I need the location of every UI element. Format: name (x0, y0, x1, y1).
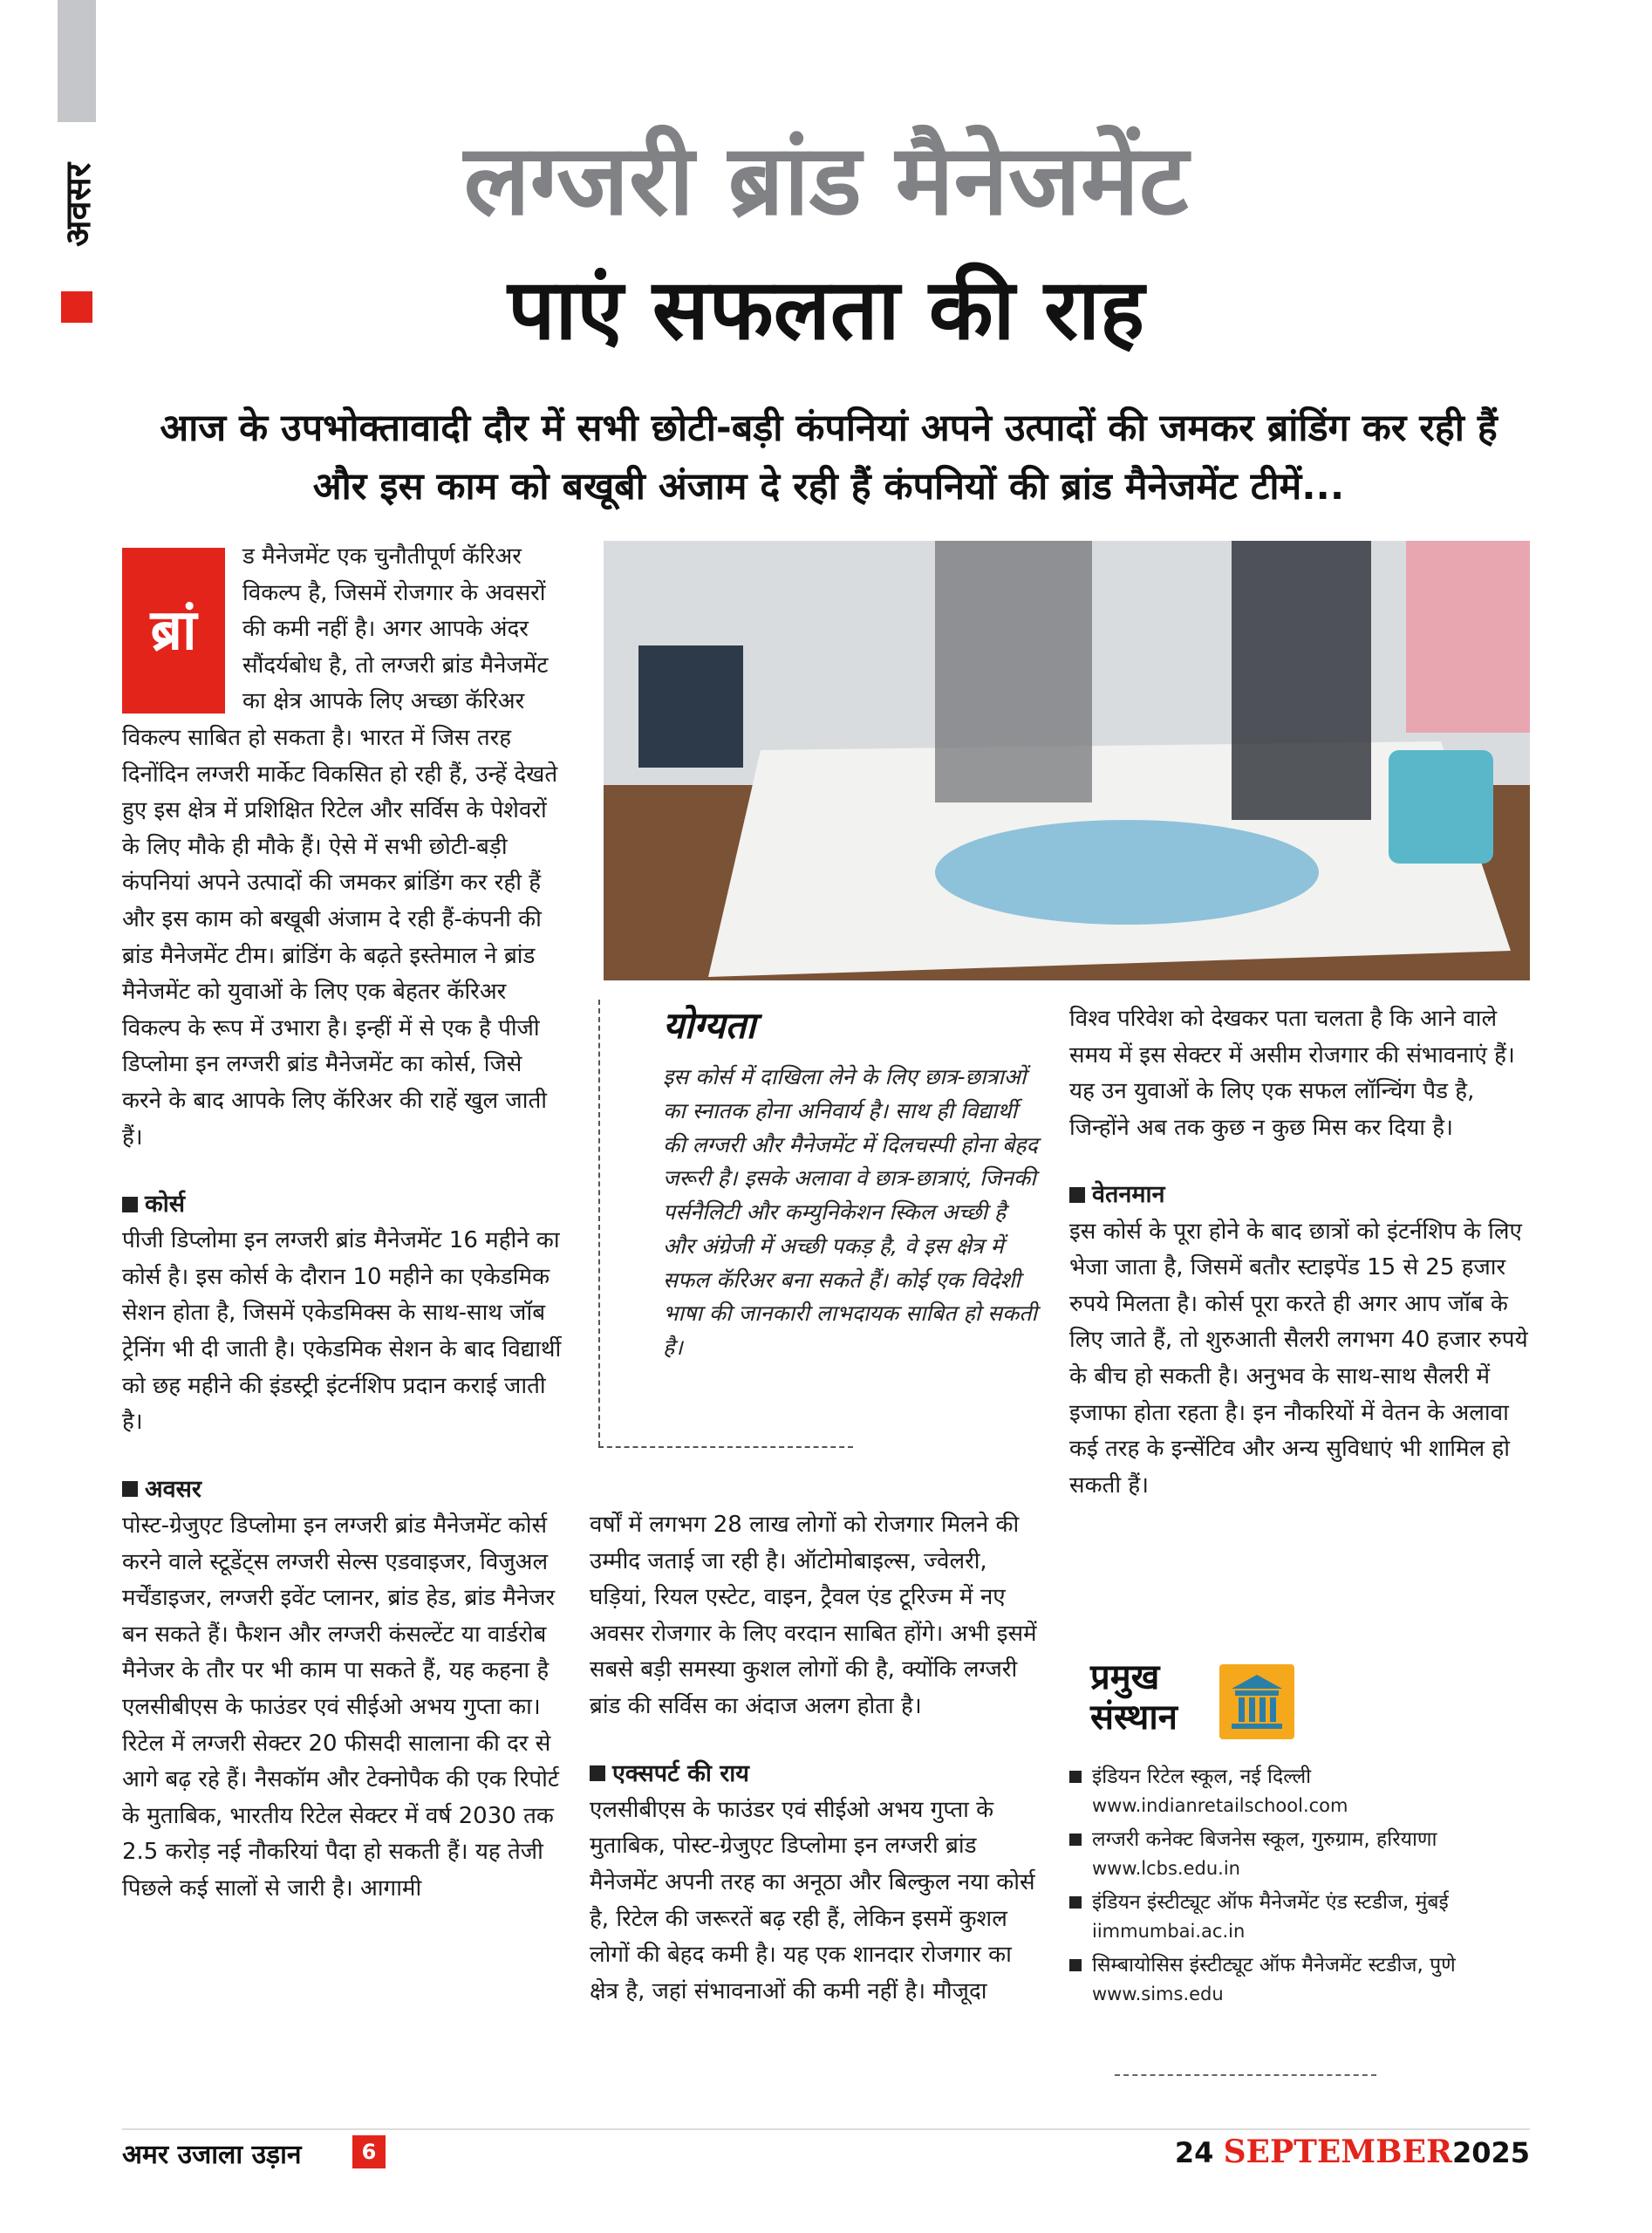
institute-name: इंडियन रिटेल स्कूल, नई दिल्ली (1092, 1765, 1312, 1788)
opportunity-heading-label: अवसर (145, 1475, 201, 1503)
institutes-list (1069, 1762, 1540, 2013)
institute-item (1069, 1888, 1540, 1945)
drop-cap: ब्रां (122, 548, 225, 714)
expert-text: एलसीबीएस के फाउंडर एवं सीईओ अभय गुप्ता के मुताबिक, पोस्ट-ग्रेजुएट डिप्लोमा इन लग्जरी ब्रांड मैनेजमेंट अपनी तरह का अनूठा और बिल्कुल नया कोर्स है, रिटेल की जरूरतें बढ़ रही हैं, लेकिन इसमें कुशल लोगों की बेहद कमी है। यह एक शानदार रोजगार का क्षेत्र है, जहां संभावनाओं की कमी नहीं है। मौजूदा (590, 1796, 1035, 2004)
expert-heading-label: एक्सपर्ट की राय (612, 1759, 749, 1787)
eligibility-text: इस कोर्स में दाखिला लेने के लिए छात्र-छात्राओं का स्नातक होना अनिवार्य है। साथ ही विद्यार्थी की लग्जरी और मैनेजमेंट में दिलचस्पी होना बेहद जरूरी है। इसके अलावा वे छात्र-छात्राएं, जिनकी पर्सनैलिटी और कम्युनिकेशन स्किल अच्छी है और अंग्रेजी में अच्छी पकड़ है, वे इस क्षेत्र में सफल कॅरिअर बना सकते हैं। कोई एक विदेशी भाषा की जानकारी लाभदायक साबित हो सकती है। (663, 1064, 1038, 1360)
institute-url: www.lcbs.edu.in (1092, 1857, 1240, 1879)
institutes-title-line-1: प्रमुख (1090, 1657, 1160, 1697)
expert-continued: विश्व परिवेश को देखकर पता चलता है कि आने वाले समय में इस सेक्टर में असीम रोजगार की संभावनाएं हैं। यह उन युवाओं के लिए एक सफल लॉन्चिंग पैड है, जिन्होंने अब तक कुछ न कुछ मिस कर दिया है। (1069, 1006, 1515, 1141)
opportunity-heading (122, 1471, 562, 1508)
page-number: 6 (352, 2135, 386, 2168)
salary-heading (1069, 1176, 1530, 1213)
bullet-square-icon (1069, 1896, 1082, 1909)
article-photo (604, 541, 1530, 980)
bullet-square-icon (1069, 1834, 1082, 1846)
footer-date (1175, 2134, 1530, 2170)
institutes-title (1090, 1657, 1178, 1738)
salary-text: इस कोर्स के पूरा होने के बाद छात्रों को इंटर्नशिप के लिए भेजा जाता है, जिसमें बतौर स्टाइपेंड 15 से 25 हजार रुपये मिलता है। कोर्स पूरा करते ही अगर आप जॉब के लिए जाते हैं, तो शुरुआती सैलरी लगभग 40 हजार रुपये के बीच हो सकती है। अनुभव के साथ-साथ सैलरी में इजाफा होता रहता है। इन नौकरियों में वेतन के अलावा कई तरह के इन्सेंटिव और अन्य सुविधाएं भी शामिल हो सकती हैं। (1069, 1218, 1528, 1499)
date-day: 24 (1174, 2136, 1214, 2169)
photo-illustration (604, 541, 1530, 980)
intro-text: ड मैनेजमेंट एक चुनौतीपूर्ण कॅरिअर विकल्प है, जिसमें रोजगार के अवसरों की कमी नहीं है। अगर आपके अंदर सौंदर्यबोध है, तो लग्जरी ब्रांड मैनेजमेंट का क्षेत्र आपके लिए अच्छा कॅरिअर विकल्प साबित हो सकता है। भारत में जिस तरह दिनोंदिन लग्जरी मार्केट विकसित हो रही हैं, उन्हें देखते हुए इस क्षेत्र में प्रशिक्षित रिटेल और सर्विस के पेशेवरों के लिए मौके ही मौके हैं। ऐसे में सभी छोटी-बड़ी कंपनियां अपने उत्पादों की जमकर ब्रांडिंग कर रही हैं और इस काम को बखूबी अंजाम दे रही हैं-कंपनी की ब्रांड मैनेजमेंट टीम। ब्रांडिंग के बढ़ते इस्तेमाल ने ब्रांड मैनेजमेंट को युवाओं के लिए एक बेहतर कॅरिअर विकल्प के रूप में उभारा है। इन्हीं में से एक है पीजी डिप्लोमा इन लग्जरी ब्रांड मैनेजमेंट का कोर्स, जिसे करने के बाद आपके लिए कॅरिअर की राहें खुल जाती हैं। (122, 543, 558, 1151)
institute-name: इंडियन इंस्टीट्यूट ऑफ मैनेजमेंट एंड स्टडीज, मुंबई (1092, 1891, 1449, 1914)
section-label: अवसर (58, 162, 99, 248)
expert-heading (590, 1755, 1041, 1793)
date-year: 2025 (1451, 2136, 1530, 2169)
column-1 (122, 539, 562, 1908)
institutes-rule (1115, 2074, 1376, 2076)
bullet-square-icon (590, 1765, 605, 1781)
bullet-square-icon (1069, 1187, 1085, 1203)
institute-item (1069, 1825, 1540, 1882)
footer-rule (122, 2128, 1530, 2130)
bullet-square-icon (122, 1197, 138, 1212)
opportunity-text: पोस्ट-ग्रेजुएट डिप्लोमा इन लग्जरी ब्रांड मैनेजमेंट कोर्स करने वाले स्टूडेंट्स लग्जरी सेल्स एडवाइजर, विजुअल मर्चेंडाइजर, लग्जरी इवेंट प्लानर, ब्रांड हेड, ब्रांड मैनेजर बन सकते हैं। फैशन और लग्जरी कंसल्टेंट या वार्डरोब मैनेजर के तौर पर भी काम पा सकते हैं, यह कहना है एलसीबीएस के फाउंडर एवं सीईओ अभय गुप्ता का। रिटेल में लग्जरी सेक्टर 20 फीसदी सालाना की दर से आगे बढ़ रहे हैं। नैसकॉम और टेक्नोपैक की एक रिपोर्ट के मुताबिक, भारतीय रिटेल सेक्टर में वर्ष 2030 तक 2.5 करोड़ नई नौकरियां पैदा हो सकती हैं। यह तेजी पिछले कई सालों से जारी है। आगामी (122, 1513, 559, 1902)
headline-line-1: लग्जरी ब्रांड मैनेजमेंट (463, 124, 1189, 237)
headline-line-2: पाएं सफलता की राह (507, 261, 1145, 359)
side-bar (58, 0, 96, 122)
eligibility-heading: योग्यता (663, 1004, 756, 1047)
bullet-square-icon (1069, 1771, 1082, 1783)
institute-item (1069, 1950, 1540, 2008)
course-heading-label: कोर्स (145, 1191, 185, 1219)
course-text: पीजी डिप्लोमा इन लग्जरी ब्रांड मैनेजमेंट 16 महीने का कोर्स है। इस कोर्स के दौरान 10 महीने का एकेडमिक सेशन होता है, जिसमें एकेडमिक्स के साथ-साथ जॉब ट्रेनिंग भी दी जाती है। एकेडमिक सेशन के बाद विद्यार्थी को छह महीने की इंडस्ट्री इंटर्नशिप प्रदान कराई जाती है। (122, 1227, 562, 1436)
institute-url: www.sims.edu (1092, 1983, 1224, 2004)
institute-name: लग्जरी कनेक्ट बिजनेस स्कूल, गुरुग्राम, हरियाणा (1092, 1828, 1437, 1851)
salary-heading-label: वेतनमान (1092, 1181, 1165, 1209)
column-2 (590, 1507, 1041, 2010)
opportunity-continued: वर्षों में लगभग 28 लाख लोगों को रोजगार मिलने की उम्मीद जताई जा रही है। ऑटोमोबाइल्स, ज्वेलरी, घड़ियां, रियल एस्टेट, वाइन, ट्रैवल एंड टूरिज्म में नए अवसर रोजगार के लिए वरदान साबित होंगे। अभी इसमें सबसे बड़ी समस्या कुशल लोगों की है, क्योंकि लग्जरी ब्रांड की सर्विस का अंदाज अलग होता है। (590, 1512, 1037, 1719)
institution-building-icon (1219, 1664, 1294, 1739)
institute-name: सिम्बायोसिस इंस्टीट्यूट ऑफ मैनेजमेंट स्टडीज, पुणे (1092, 1954, 1456, 1977)
institute-url: www.indianretailschool.com (1092, 1794, 1348, 1816)
course-heading (122, 1185, 562, 1223)
institute-item (1069, 1762, 1540, 1820)
deck: आज के उपभोक्तावादी दौर में सभी छोटी-बड़ी कंपनियां अपने उत्पादों की जमकर ब्रांडिंग कर रही हैं और इस काम को बखूबी अंजाम दे रही हैं कंपनियों की ब्रांड मैनेजमेंट टीमें... (160, 406, 1498, 509)
eligibility-box-rule (598, 1446, 853, 1448)
institute-url: iimmumbai.ac.in (1092, 1920, 1246, 1942)
bullet-square-icon (1069, 1959, 1082, 1971)
institutes-title-line-2: संस्थान (1090, 1697, 1178, 1738)
bullet-square-icon (122, 1481, 138, 1497)
footer-brand: अमर उजाला उड़ान (122, 2140, 302, 2170)
date-month: SEPTEMBER (1223, 2134, 1452, 2170)
column-3 (1069, 1001, 1530, 1504)
